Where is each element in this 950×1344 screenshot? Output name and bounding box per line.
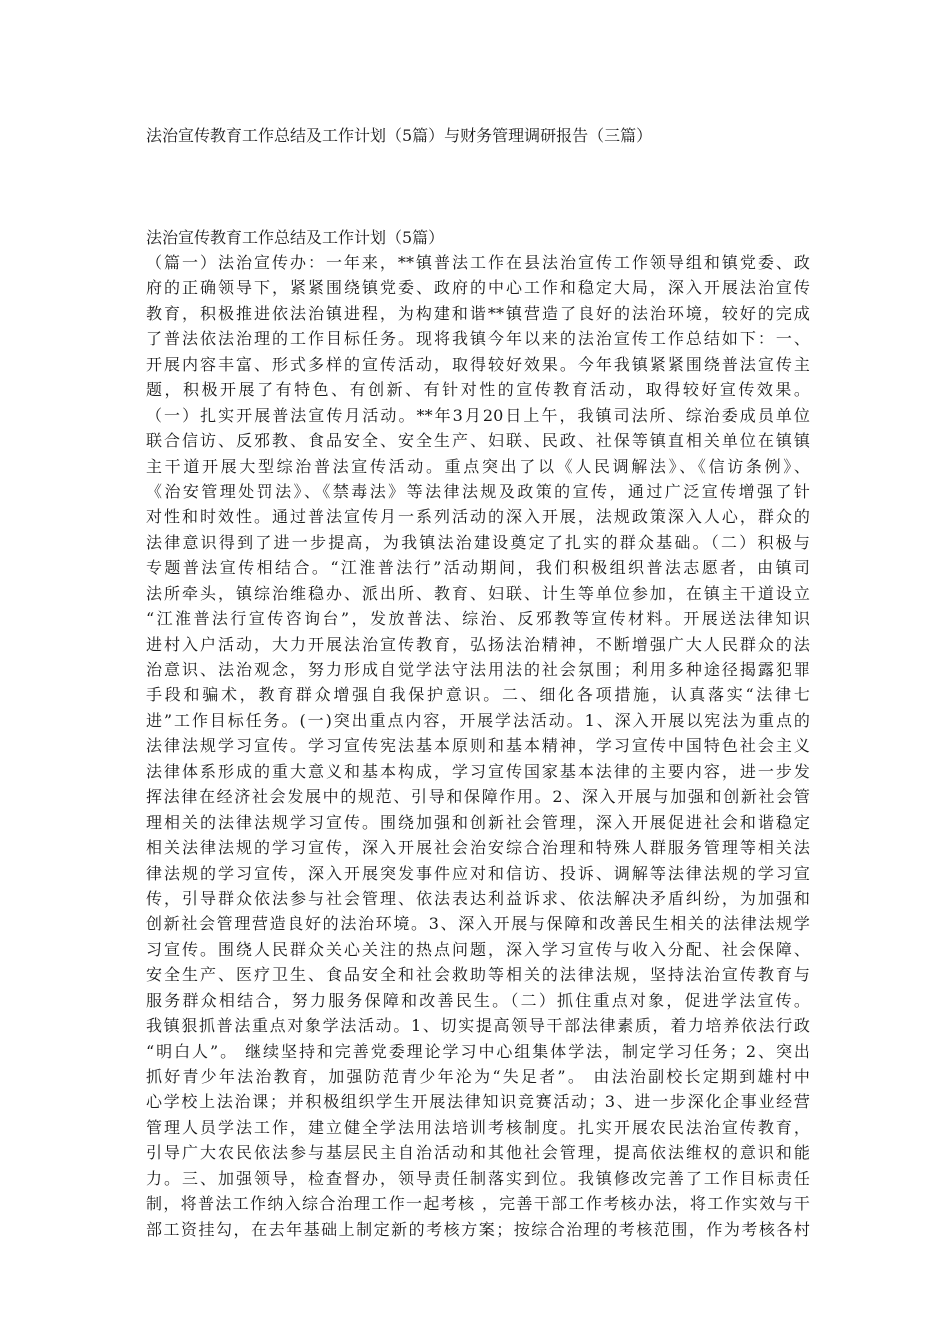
paragraph-line: 习宣传。围绕人民群众关心关注的热点问题，深入学习宣传与收入分配、社会保障、 xyxy=(146,939,810,959)
paragraph-line: 相关法律法规的学习宣传，深入开展社会治安综合治理和特殊人群服务管理等相关法 xyxy=(146,838,810,858)
paragraph-line: 引导广大农民依法参与基层民主自治活动和其他社会管理，提高依法维权的意识和能 xyxy=(146,1143,810,1163)
paragraph-line: 法所牵头，镇综治维稳办、派出所、教育、妇联、计生等单位参加，在镇主干道设立 xyxy=(146,583,810,603)
paragraph-line: 进村入户活动，大力开展法治宣传教育，弘扬法治精神，不断增强广大人民群众的法 xyxy=(146,634,810,654)
paragraph-line: 部工资挂勾，在去年基础上制定新的考核方案；按综合治理的考核范围，作为考核各村 xyxy=(146,1219,810,1239)
paragraph-line: 创新社会管理营造良好的法治环境。3、深入开展与保障和改善民生相关的法律法规学 xyxy=(146,914,810,934)
paragraph-line: 了普法依法治理的工作目标任务。现将我镇今年以来的法治宣传工作总结如下：一、 xyxy=(146,329,810,349)
paragraph-line: 府的正确领导下，紧紧围绕镇党委、政府的中心工作和稳定大局，深入开展法治宣传 xyxy=(146,278,810,298)
paragraph-line: 法律意识得到了进一步提高，为我镇法治建设奠定了扎实的群众基础。（二）积极与 xyxy=(146,532,810,552)
paragraph-line: 安全生产、医疗卫生、食品安全和社会救助等相关的法律法规，坚持法治宣传教育与 xyxy=(146,965,810,985)
paragraph-line: 题，积极开展了有特色、有创新、有针对性的宣传教育活动，取得较好宣传效果。 xyxy=(146,380,810,400)
paragraph-line: 《治安管理处罚法》、《禁毒法》等法律法规及政策的宣传，通过广泛宣传增强了针 xyxy=(146,481,810,501)
paragraph-line: 力。三、加强领导，检查督办，领导责任制落实到位。我镇修改完善了工作目标责任 xyxy=(146,1168,810,1188)
paragraph-line: “江淮普法行宣传咨询台”，发放普法、综治、反邪教等宣传材料。开展送法律知识 xyxy=(146,609,810,629)
paragraph-line: 治意识、法治观念，努力形成自觉学法守法用法的社会氛围；利用多种途径揭露犯罪 xyxy=(146,660,810,679)
paragraph-line: 法律法规学习宣传。学习宣传宪法基本原则和基本精神，学习宣传中国特色社会主义 xyxy=(146,736,810,756)
document-title: 法治宣传教育工作总结及工作计划（5篇）与财务管理调研报告（三篇） xyxy=(146,126,653,145)
paragraph-line: “明白人”。 继续坚持和完善党委理论学习中心组集体学法，制定学习任务；2、突出 xyxy=(146,1041,810,1061)
paragraph-line: 法律体系形成的重大意义和基本构成，学习宣传国家基本法律的主要内容，进一步发 xyxy=(146,761,810,781)
paragraph-line: 专题普法宣传相结合。“江淮普法行”活动期间，我们积极组织普法志愿者，由镇司 xyxy=(146,558,810,578)
paragraph-line: 律法规的学习宣传，深入开展突发事件应对和信访、投诉、调解等法律法规的学习宣 xyxy=(146,863,810,883)
document-body xyxy=(146,225,810,1242)
paragraph-line: 抓好青少年法治教育，加强防范青少年沦为“失足者”。 由法治副校长定期到雄村中 xyxy=(146,1067,810,1086)
paragraph-line: 传，引导群众依法参与社会管理、依法表达利益诉求、依法解决矛盾纠纷，为加强和 xyxy=(146,888,810,908)
paragraph-line: 对性和时效性。通过普法宣传月一系列活动的深入开展，法规政策深入人心，群众的 xyxy=(146,507,810,527)
paragraph-line: 挥法律在经济社会发展中的规范、引导和保障作用。2、深入开展与加强和创新社会管 xyxy=(146,787,810,807)
paragraph-line: 手段和骗术，教育群众增强自我保护意识。二、细化各项措施，认真落实“法律七 xyxy=(146,685,810,705)
paragraph-line: 联合信访、反邪教、食品安全、安全生产、妇联、民政、社保等镇直相关单位在镇镇 xyxy=(146,431,810,451)
paragraph-line: 开展内容丰富、形式多样的宣传活动，取得较好效果。今年我镇紧紧围绕普法宣传主 xyxy=(146,354,810,374)
paragraph xyxy=(146,250,810,1242)
paragraph-line: 制，将普法工作纳入综合治理工作一起考核 ，完善干部工作考核办法，将工作实效与干 xyxy=(146,1194,810,1214)
paragraph-line: 教育，积极推进依法治镇进程，为构建和谐**镇营造了良好的法治环境，较好的完成 xyxy=(146,303,810,323)
paragraph-line: 主干道开展大型综治普法宣传活动。重点突出了以《人民调解法》、《信访条例》、 xyxy=(146,456,810,476)
paragraph-line: （篇一）法治宣传办：一年来，**镇普法工作在县法治宣传工作领导组和镇党委、政 xyxy=(146,253,810,272)
section-heading: 法治宣传教育工作总结及工作计划（5篇） xyxy=(146,228,445,247)
paragraph-line: 我镇狠抓普法重点对象学法活动。1、切实提高领导干部法律素质，着力培养依法行政 xyxy=(146,1016,810,1036)
paragraph-line: 管理人员学法工作，建立健全学法用法培训考核制度。扎实开展农民法治宣传教育， xyxy=(146,1117,810,1137)
paragraph-line: （一）扎实开展普法宣传月活动。**年3月20日上午，我镇司法所、综治委成员单位 xyxy=(146,405,810,425)
paragraph-line: 心学校上法治课；并积极组织学生开展法律知识竞赛活动；3、进一步深化企事业经营 xyxy=(146,1092,810,1112)
paragraph-line: 进”工作目标任务。(一)突出重点内容，开展学法活动。1、深入开展以宪法为重点的 xyxy=(146,710,810,730)
paragraph-line: 理相关的法律法规学习宣传。围绕加强和创新社会管理，深入开展促进社会和谐稳定 xyxy=(146,812,810,832)
paragraph-line: 服务群众相结合，努力服务保障和改善民生。（二）抓住重点对象，促进学法宣传。 xyxy=(146,990,810,1010)
